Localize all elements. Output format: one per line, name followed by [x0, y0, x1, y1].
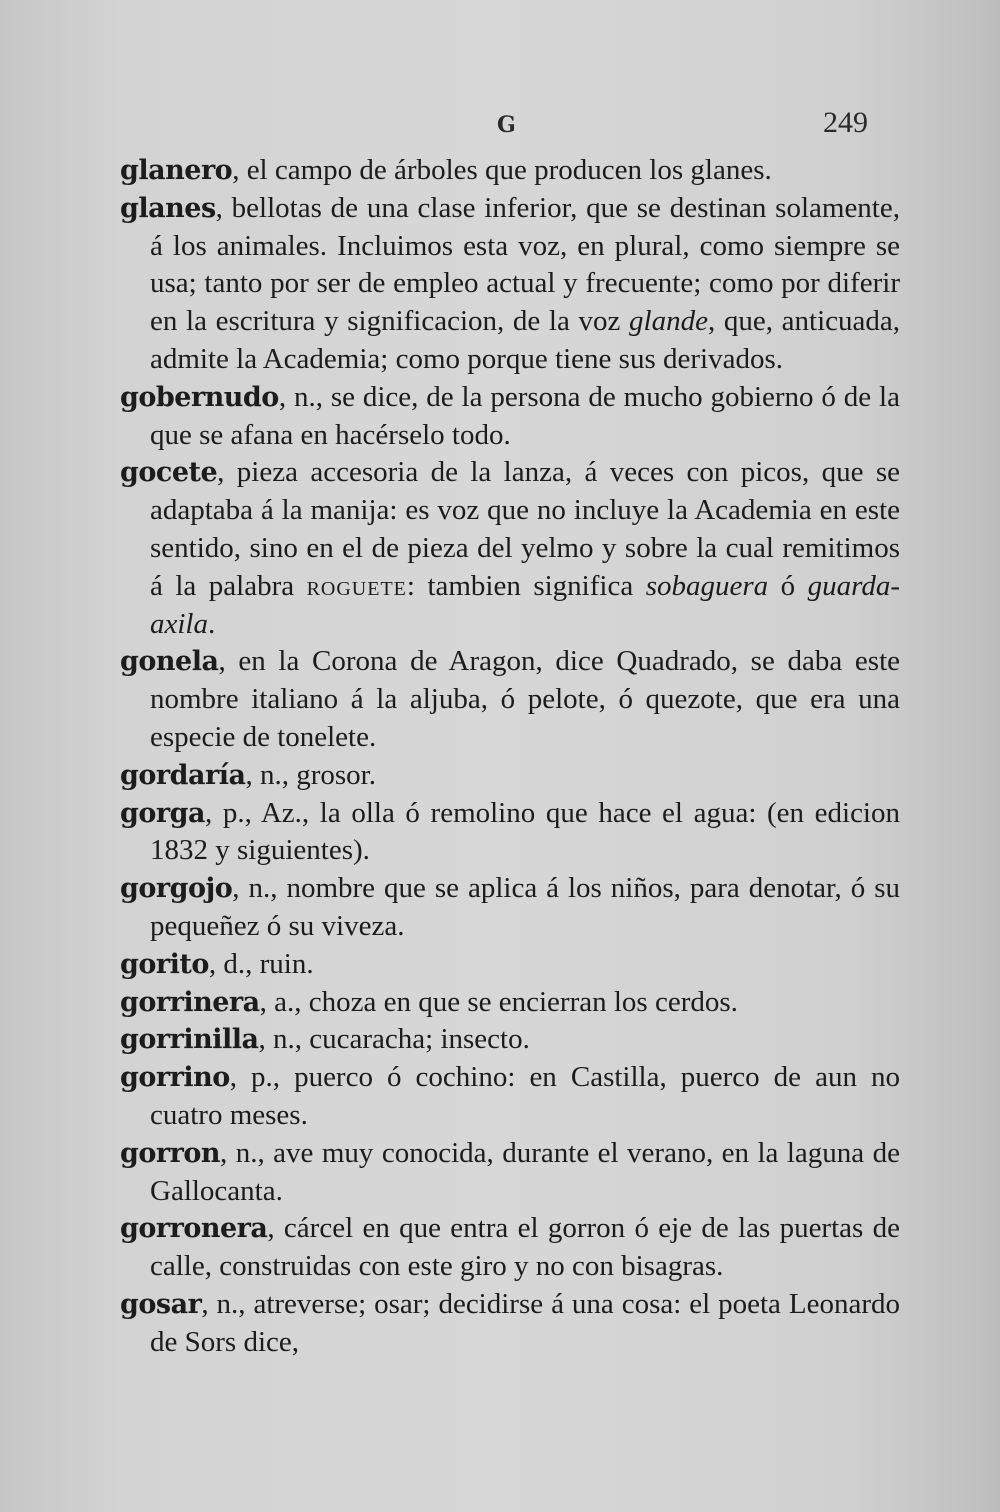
definition: , p., puerco ó cochino: en Castilla, puerco de aun no cuatro meses.	[150, 1061, 900, 1131]
headword: gorron	[120, 1137, 220, 1169]
entry-gobernudo	[120, 379, 900, 455]
page-header	[0, 104, 1000, 144]
definition: : tambien significa	[406, 569, 646, 602]
entry-gorronera	[120, 1210, 900, 1286]
headword: gorrino	[120, 1062, 230, 1094]
headword: glanero	[120, 155, 233, 186]
entry-gocete	[120, 454, 900, 643]
definition: , n., nombre que se aplica á los niños, para denotar, ó su pequeñez ó su viveza.	[150, 872, 900, 942]
definition: , el campo de árboles que producen los glanes.	[232, 154, 772, 186]
headword: gorito	[120, 948, 209, 980]
definition: , n., atreverse; osar; decidirse á una cosa: el poeta Leonardo de Sors dice,	[150, 1287, 900, 1358]
headword: gosar	[120, 1288, 202, 1320]
entry-gorito	[120, 946, 900, 984]
headword: gorgojo	[120, 873, 233, 905]
definition: , en la Corona de Aragon, dice Quadrado, se daba este nombre italiano á la aljuba, ó pelote, ó quezote, que era una especie de tonelete.	[150, 645, 900, 753]
italic-term: glande	[629, 305, 708, 338]
headword: glanes	[120, 192, 216, 224]
headword: gorronera	[120, 1213, 268, 1245]
definition: , n., grosor.	[245, 758, 376, 791]
entry-gonela	[120, 643, 900, 756]
headword: gordaría	[120, 759, 246, 791]
entry-glanero	[120, 152, 900, 190]
section-letter: G	[497, 112, 516, 138]
dictionary-entries	[120, 152, 900, 1362]
definition: , que, anticuada, admite la Academia; como porque tiene sus derivados.	[150, 305, 900, 375]
italic-term: guarda-axila	[150, 569, 900, 640]
definition: , pieza accesoria de la lanza, á veces con picos, que se adaptaba á la manija: es voz que no incluye la Academia en este sentido, sino en el de pieza del yelmo y sobre la cual remitimos á la palabra	[150, 456, 900, 602]
definition: , n., se dice, de la persona de mucho gobierno ó de la que se afana en hacérselo todo.	[150, 380, 900, 451]
definition: .	[208, 607, 216, 640]
entry-gorrino	[120, 1059, 900, 1135]
entry-gorga	[120, 795, 900, 871]
entry-gosar	[120, 1286, 900, 1362]
definition: , d., ruin.	[208, 947, 314, 980]
entry-gorrinilla	[120, 1021, 900, 1059]
definition: , a., choza en que se encierran los cerdos.	[259, 985, 738, 1018]
italic-term: sobaguera	[645, 569, 769, 602]
headword: gorga	[120, 797, 205, 829]
definition: , bellotas de una clase inferior, que se destinan solamente, á los animales. Incluimos esta voz, en plural, como siempre se usa; tanto por ser de empleo actual y frecuente; como por diferir en la escritura y significacion, de la voz	[150, 191, 900, 338]
headword: gocete	[120, 457, 218, 489]
definition: , n., ave muy conocida, durante el verano, en la laguna de Gallocanta.	[150, 1136, 900, 1207]
definition: ó	[768, 569, 808, 602]
definition: , p., Az., la olla ó remolino que hace el agua: (en edicion 1832 y siguientes).	[150, 796, 900, 867]
entry-gorron	[120, 1135, 900, 1211]
entry-gorrinera	[120, 984, 900, 1022]
entry-gorgojo	[120, 870, 900, 946]
headword: gorrinera	[120, 986, 260, 1018]
entry-gordaria	[120, 757, 900, 795]
headword: gorrinilla	[120, 1024, 259, 1056]
cross-reference: roguete	[306, 569, 407, 602]
entry-glanes	[120, 190, 900, 379]
headword: gobernudo	[120, 381, 279, 413]
page-number: 249	[823, 106, 868, 139]
definition: , n., cucaracha; insecto.	[258, 1023, 530, 1056]
definition: , cárcel en que entra el gorron ó eje de las puertas de calle, construidas con este giro y no con bisagras.	[150, 1212, 900, 1283]
headword: gonela	[120, 646, 219, 678]
